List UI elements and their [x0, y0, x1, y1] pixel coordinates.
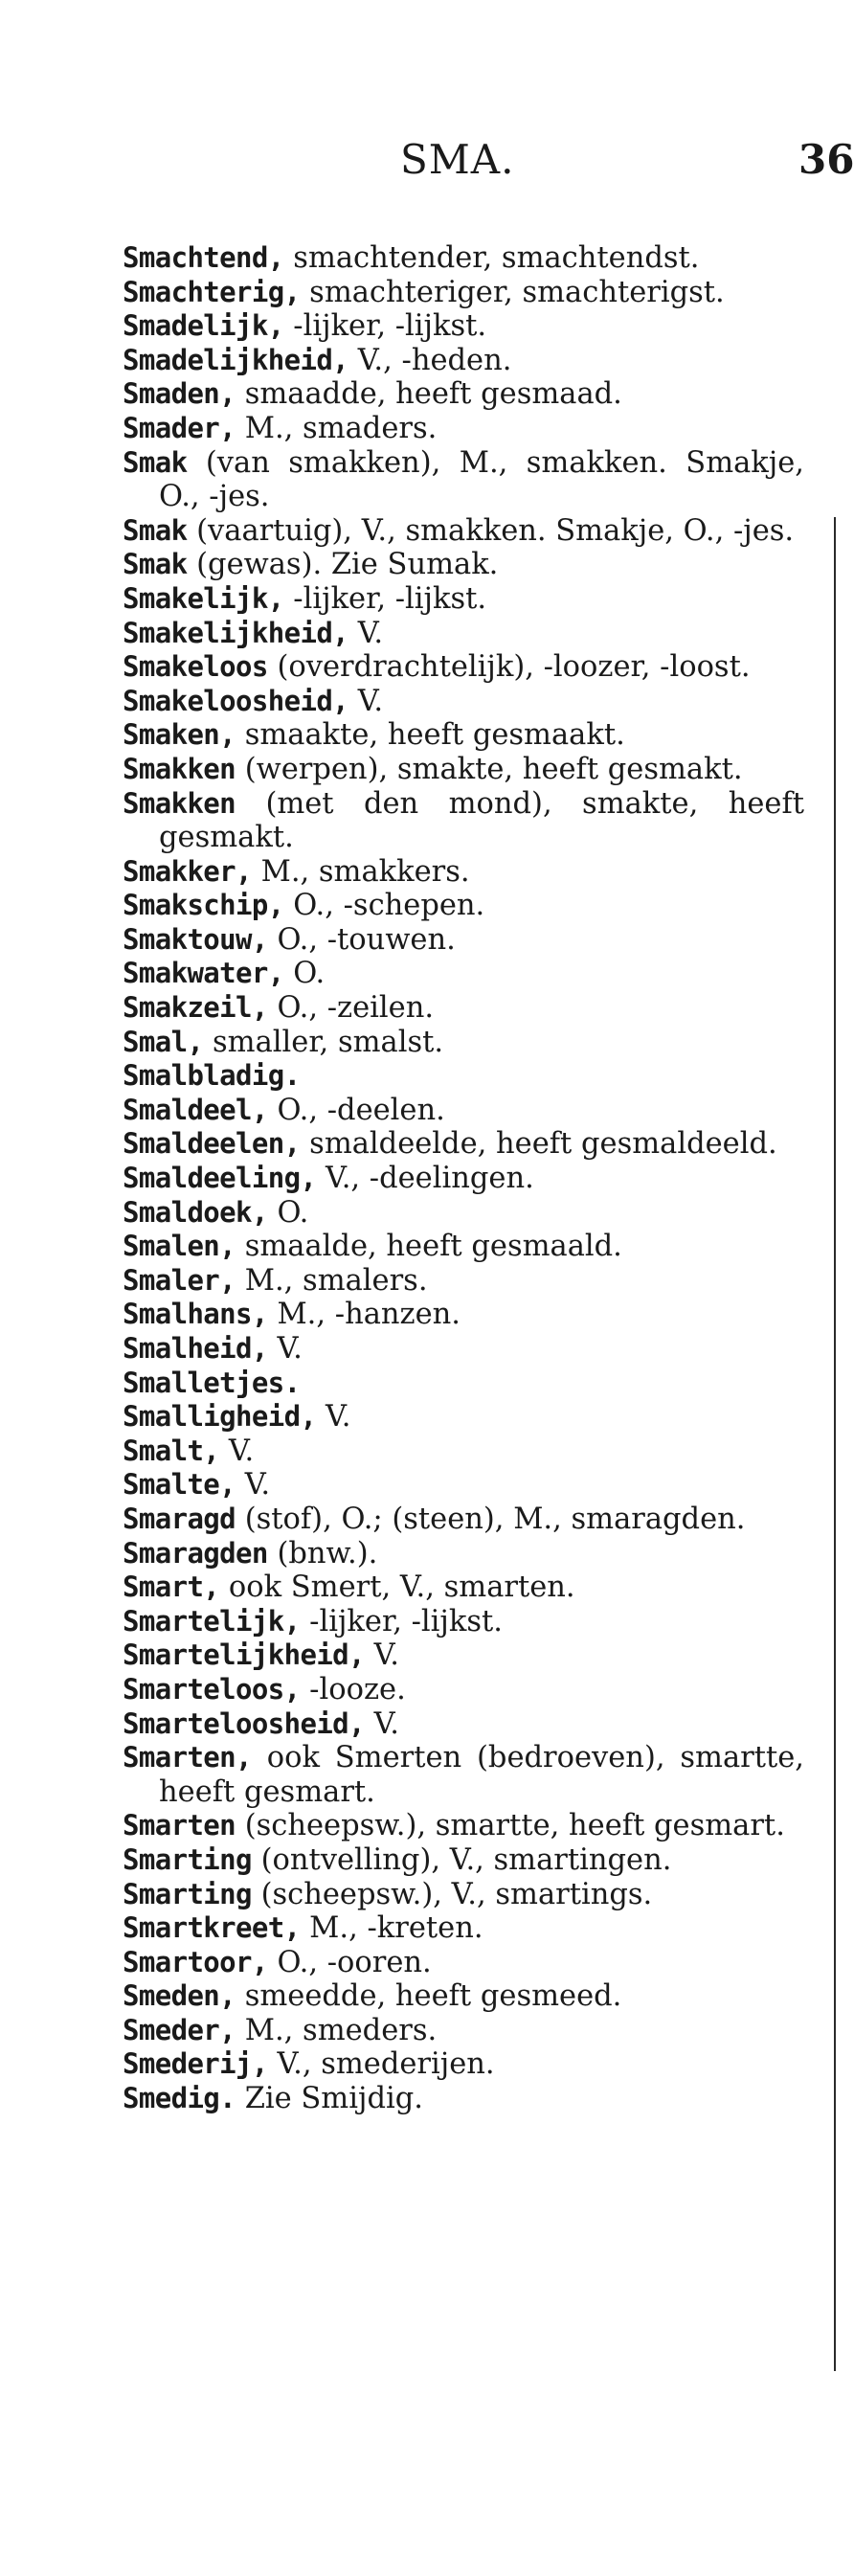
dictionary-entry [123, 2014, 804, 2048]
entry-headword: Smakelijk, [123, 581, 284, 615]
entry-headword: Smakeloosheid, [123, 684, 349, 717]
dictionary-entry [123, 1400, 804, 1435]
dictionary-entry [123, 991, 804, 1026]
dictionary-entry [123, 1230, 804, 1264]
dictionary-entry [123, 1332, 804, 1367]
dictionary-entry [123, 855, 804, 890]
entry-headword: Smader, [123, 411, 236, 444]
entry-text: (gewas). Zie Sumak. [187, 548, 499, 582]
entry-text: O., -zeilen. [267, 991, 435, 1026]
entry-text: V., smederijen. [267, 2047, 495, 2082]
entry-headword: Smalen, [123, 1230, 236, 1263]
dictionary-entry [123, 344, 804, 378]
entry-text: O. [267, 1195, 309, 1230]
entry-text: M., -kreten. [300, 1911, 483, 1946]
dictionary-entry [123, 1537, 804, 1571]
entry-headword: Smartoor, [123, 1945, 268, 1978]
entry-headword: Smakschip, [123, 889, 284, 922]
dictionary-entry [123, 1979, 804, 2014]
entry-headword: Smalligheid, [123, 1400, 317, 1434]
dictionary-entry [123, 241, 804, 276]
page-number: 36 [798, 136, 854, 183]
dictionary-entry [123, 1843, 804, 1878]
dictionary-entry [123, 787, 804, 855]
entry-text: V. [267, 1332, 303, 1366]
dictionary-entry [123, 446, 804, 514]
entry-headword: Smakker, [123, 854, 252, 888]
entry-text: (scheepsw.), V., smartings. [251, 1877, 653, 1911]
entry-headword: Smarten, [123, 1741, 252, 1774]
dictionary-entry [123, 1162, 804, 1196]
entry-headword: Smalte, [123, 1468, 236, 1502]
entry-text: ook Smerten (bedroeven), smartte, heeft gesmart. [159, 1741, 804, 1809]
entry-text: (met den mond), smakte, heeft gesmakt. [159, 786, 804, 855]
entry-text: V., -heden. [348, 343, 512, 377]
entry-text: (bnw.). [267, 1536, 378, 1570]
page-title: SMA. [400, 136, 515, 183]
entry-headword: Smederij, [123, 2047, 268, 2081]
entry-text: O., -schepen. [283, 889, 485, 923]
dictionary-entry [123, 1367, 804, 1401]
dictionary-entry [123, 1468, 804, 1503]
entry-text: (stof), O.; (steen), M., smaragden. [236, 1502, 746, 1536]
entry-text: M., smeders. [236, 2013, 438, 2047]
entry-headword: Smadelijk, [123, 309, 284, 343]
entry-text: V. [236, 1468, 271, 1503]
dictionary-entry [123, 650, 804, 685]
entry-headword: Smaldeeling, [123, 1162, 317, 1195]
dictionary-entry [123, 514, 804, 549]
entry-text: V. [364, 1638, 399, 1673]
entry-text: smaldeelde, heeft gesmaldeeld. [300, 1127, 777, 1162]
dictionary-entry [123, 1127, 804, 1162]
entry-text: O. [283, 957, 326, 991]
entry-headword: Smalletjes. [123, 1366, 301, 1399]
entry-headword: Smakzeil, [123, 991, 268, 1025]
entry-text: smachtender, smachtendst. [283, 241, 700, 275]
entry-text: smaller, smalst. [203, 1025, 444, 1059]
entry-text: -lijker, -lijkst. [283, 581, 487, 616]
dictionary-entry [123, 1264, 804, 1299]
dictionary-entry [123, 718, 804, 753]
dictionary-entry [123, 685, 804, 719]
entry-text: (overdrachtelijk), -loozer, -loost. [267, 650, 751, 685]
dictionary-entry [123, 923, 804, 958]
entry-headword: Smak [123, 513, 188, 547]
entry-text: M., smakkers. [251, 854, 470, 889]
entry-headword: Smakwater, [123, 957, 284, 990]
dictionary-entry [123, 1570, 804, 1605]
dictionary-entry [123, 548, 804, 582]
entry-text: V. [348, 616, 384, 650]
entry-text: (van smakken), M., smakken. Smakje, O., -jes. [159, 445, 804, 514]
entry-text: smaalde, heeft gesmaald. [236, 1230, 622, 1264]
entry-headword: Smartelijk, [123, 1604, 301, 1638]
entry-headword: Smaler, [123, 1263, 236, 1297]
entry-headword: Smakken [123, 752, 236, 785]
entry-headword: Smadelijkheid, [123, 343, 349, 376]
entry-headword: Smaden, [123, 377, 236, 411]
entry-text: (scheepsw.), smartte, heeft gesmart. [236, 1809, 785, 1843]
entry-headword: Smarteloosheid, [123, 1706, 365, 1740]
entry-text: O., -ooren. [267, 1945, 432, 1979]
dictionary-entry [123, 1298, 804, 1332]
entry-text: smeedde, heeft gesmeed. [236, 1979, 622, 2014]
entry-headword: Smak [123, 548, 188, 581]
entry-headword: Smachtend, [123, 241, 284, 274]
entry-text: V. [219, 1434, 255, 1468]
dictionary-entry [123, 1741, 804, 1809]
dictionary-entry [123, 617, 804, 651]
entry-text: -lijker, -lijkst. [283, 309, 487, 344]
entry-headword: Smal, [123, 1025, 204, 1058]
dictionary-entry [123, 753, 804, 787]
entry-headword: Smaldeelen, [123, 1127, 301, 1161]
entry-headword: Smalbladig. [123, 1059, 301, 1093]
entry-text: smachteriger, smachterigst. [300, 275, 725, 309]
entry-text: V., -deelingen. [316, 1162, 534, 1196]
dictionary-entry [123, 412, 804, 446]
entry-headword: Smalhans, [123, 1298, 268, 1331]
dictionary-entry [123, 377, 804, 412]
entry-text: M., -hanzen. [267, 1298, 461, 1332]
dictionary-entry [123, 1059, 804, 1094]
entry-headword: Smachterig, [123, 275, 301, 308]
entry-headword: Smalt, [123, 1434, 220, 1467]
entry-headword: Smart, [123, 1570, 220, 1604]
entry-text: (vaartuig), V., smakken. Smakje, O., -jes. [187, 513, 795, 548]
entry-headword: Smaken, [123, 718, 236, 752]
dictionary-entry [123, 1094, 804, 1128]
dictionary-entry [123, 1946, 804, 1980]
entry-text: M., smalers. [236, 1263, 428, 1298]
dictionary-entry [123, 1911, 804, 1946]
dictionary-entry [123, 582, 804, 617]
dictionary-entry [123, 1503, 804, 1537]
column-rule [834, 517, 836, 2371]
dictionary-entry [123, 889, 804, 923]
entry-headword: Smalheid, [123, 1332, 268, 1365]
dictionary-entry [123, 1673, 804, 1707]
entry-text: smaakte, heeft gesmaakt. [236, 718, 625, 753]
dictionary-entry [123, 2047, 804, 2082]
dictionary-entry [123, 1605, 804, 1639]
entry-headword: Smakelijkheid, [123, 616, 349, 649]
dictionary-entry [123, 276, 804, 310]
dictionary-entry [123, 1638, 804, 1673]
dictionary-entry [123, 309, 804, 344]
dictionary-entry [123, 1809, 804, 1843]
entry-headword: Smakken [123, 786, 236, 820]
entry-text: V. [316, 1400, 351, 1435]
entry-headword: Smak [123, 445, 188, 479]
dictionary-entry [123, 1026, 804, 1060]
entry-headword: Smaragden [123, 1536, 268, 1570]
entry-headword: Smaragd [123, 1502, 236, 1535]
entry-headword: Smedig. [123, 2082, 236, 2115]
entry-text: -looze. [300, 1672, 406, 1706]
dictionary-entry [123, 1435, 804, 1469]
entry-text: M., smaders. [236, 411, 438, 445]
entry-headword: Smakeloos [123, 650, 268, 684]
entry-text: (ontvelling), V., smartingen. [251, 1842, 672, 1877]
entry-headword: Smaldoek, [123, 1195, 268, 1229]
entry-text: O., -deelen. [267, 1093, 445, 1127]
entry-text: -lijker, -lijkst. [300, 1604, 503, 1638]
entry-text: Zie Smijdig. [236, 2082, 423, 2116]
entry-headword: Smaldeel, [123, 1093, 268, 1126]
entry-text: smaadde, heeft gesmaad. [236, 377, 622, 412]
dictionary-entry [123, 2082, 804, 2116]
dictionary-entry [123, 1707, 804, 1742]
entry-headword: Smeder, [123, 2013, 236, 2046]
entry-headword: Smarteloos, [123, 1672, 301, 1706]
running-head [0, 136, 854, 184]
entry-headword: Smarten [123, 1809, 236, 1842]
entry-headword: Smartkreet, [123, 1911, 301, 1945]
entry-text: O., -touwen. [267, 922, 456, 957]
entry-headword: Smeden, [123, 1979, 236, 2013]
dictionary-entry [123, 1878, 804, 1912]
dictionary-entries [123, 241, 804, 2116]
dictionary-entry [123, 957, 804, 991]
entry-text: (werpen), smakte, heeft gesmakt. [236, 752, 743, 786]
entry-text: V. [364, 1706, 399, 1741]
entry-headword: Smaktouw, [123, 922, 268, 956]
dictionary-entry [123, 1196, 804, 1231]
entry-headword: Smartelijkheid, [123, 1638, 365, 1672]
entry-headword: Smarting [123, 1842, 252, 1876]
entry-headword: Smarting [123, 1877, 252, 1910]
entry-text: V. [348, 684, 384, 718]
entry-text: ook Smert, V., smarten. [219, 1570, 575, 1605]
